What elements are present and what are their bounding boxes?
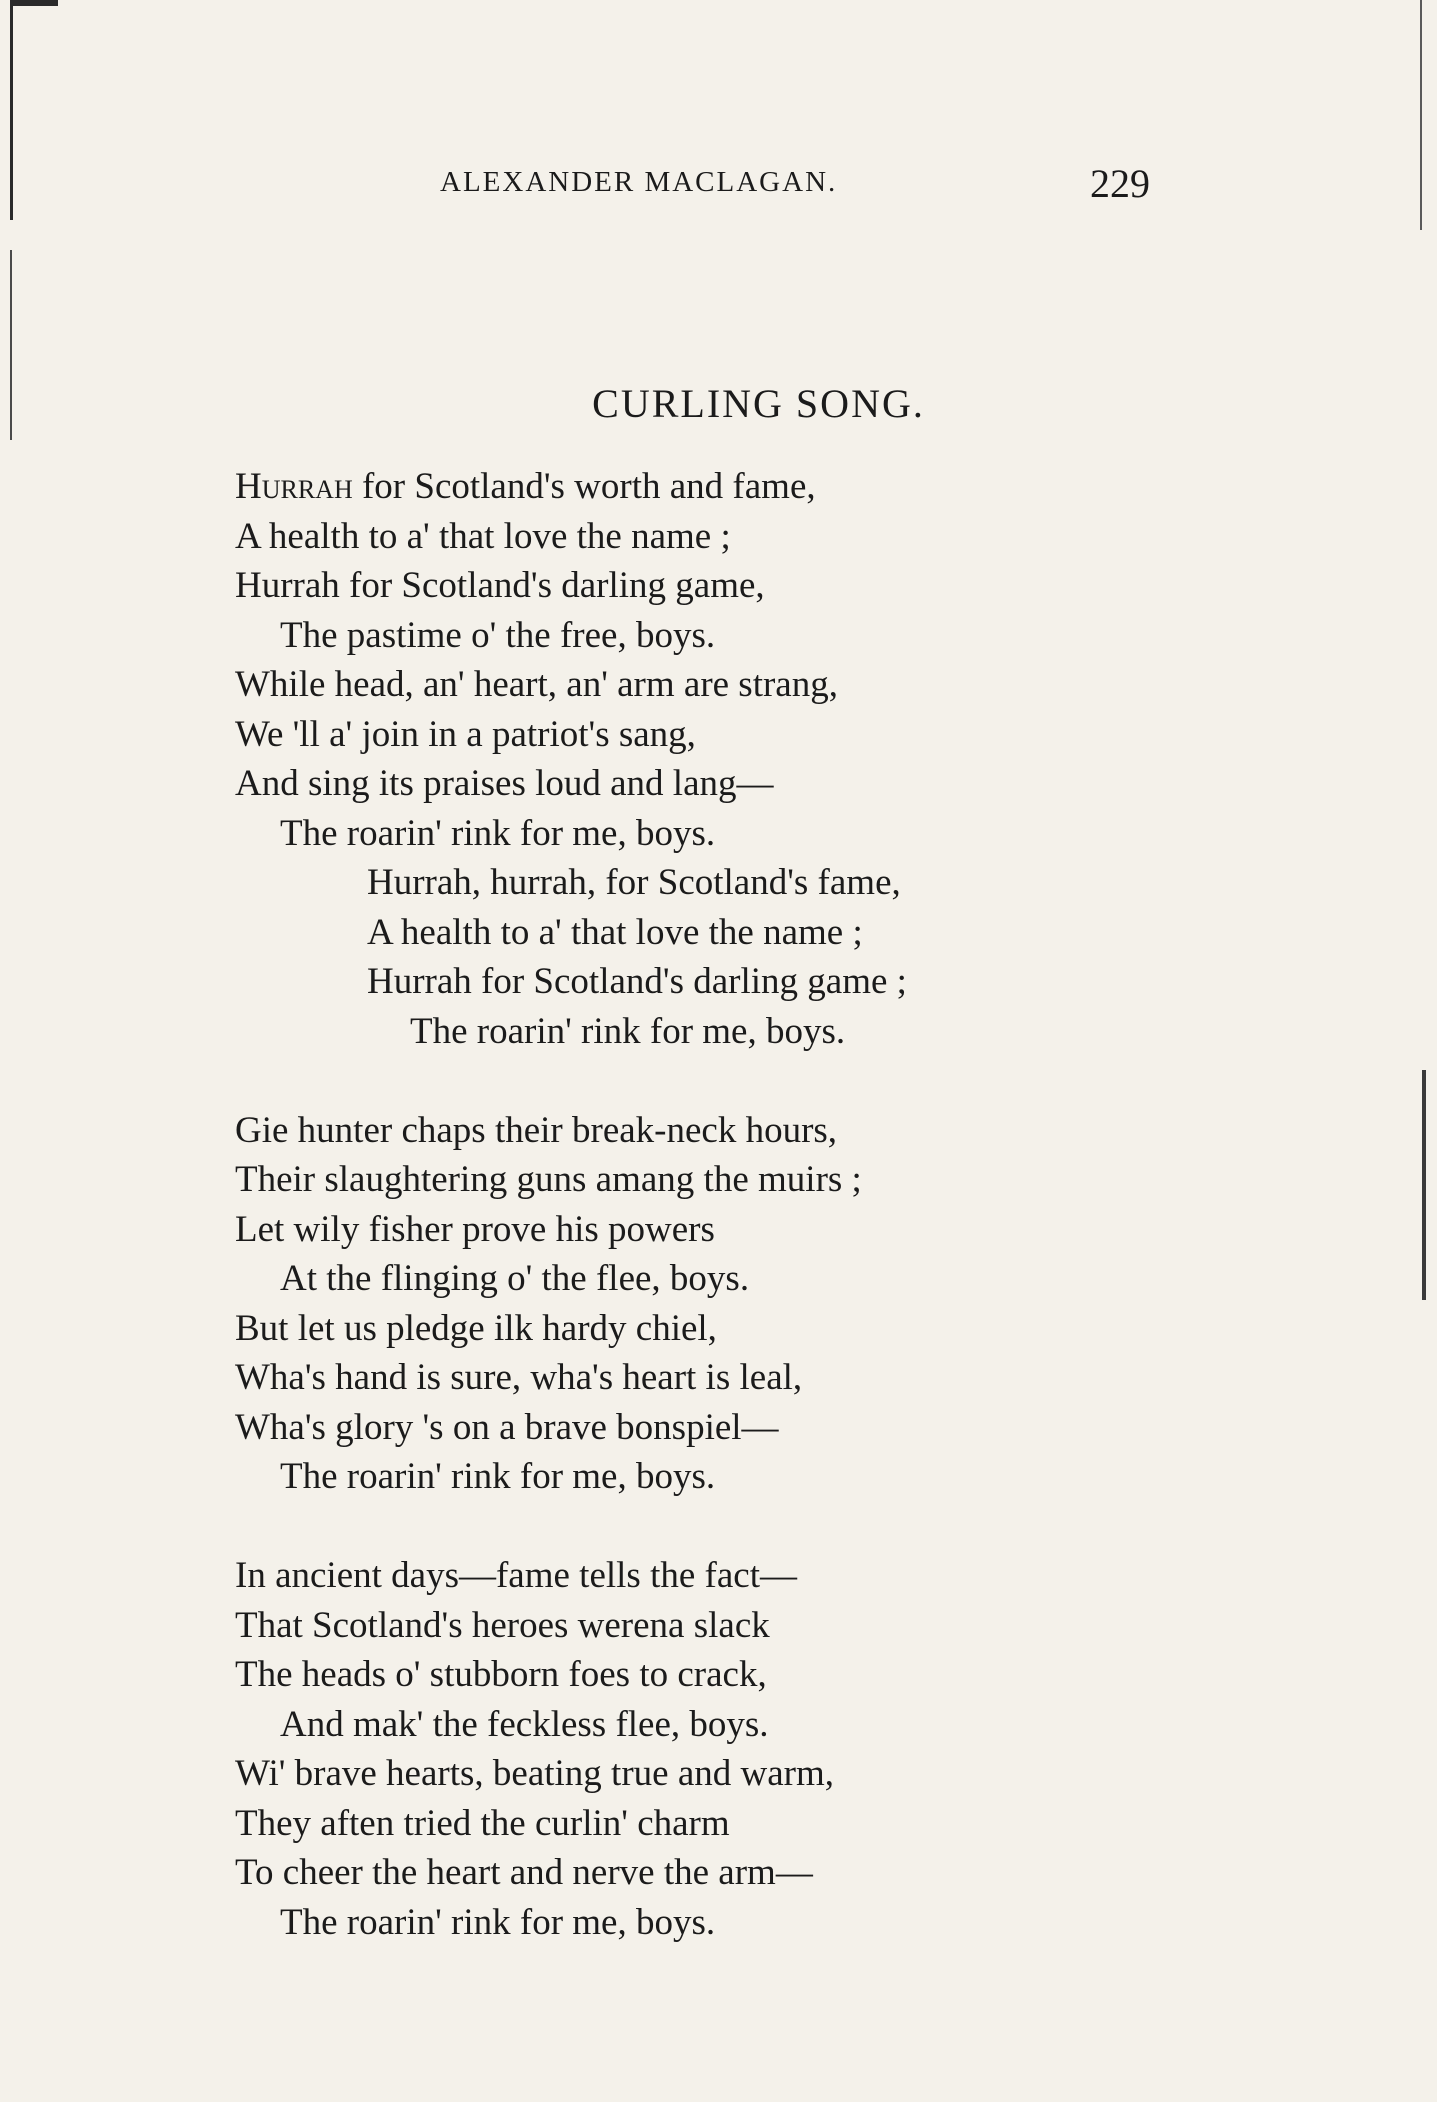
- poem-line: The roarin' rink for me, boys.: [280, 812, 716, 854]
- poem-line: Gie hunter chaps their break-neck hours,: [235, 1109, 838, 1151]
- poem-line: The heads o' stubborn foes to crack,: [235, 1654, 767, 1695]
- poem-line: And sing its praises loud and lang—: [235, 763, 774, 804]
- chorus-line: The roarin' rink for me, boys.: [410, 1010, 846, 1052]
- scan-edge-mark: [10, 0, 58, 6]
- poem-line: And mak' the feckless flee, boys.: [280, 1703, 769, 1745]
- poem-line: In ancient days—fame tells the fact—: [235, 1555, 797, 1596]
- poem-line: [235, 462, 1335, 512]
- poem-line: We 'll a' join in a patriot's sang,: [235, 713, 696, 755]
- poem-line: Wha's glory 's on a brave bonspiel—: [235, 1406, 779, 1448]
- poem-line: While head, an' heart, an' arm are strang,: [235, 664, 838, 705]
- scan-edge-mark: [10, 0, 13, 220]
- poem-line: Their slaughtering guns amang the muirs ;: [235, 1159, 862, 1200]
- running-head: ALEXANDER MACLAGAN.: [440, 166, 838, 198]
- scan-edge-mark: [1422, 1070, 1426, 1300]
- poem-line: A health to a' that love the name ;: [235, 515, 731, 557]
- poem-line: To cheer the heart and nerve the arm—: [235, 1852, 813, 1893]
- poem-line: That Scotland's heroes werena slack: [235, 1604, 770, 1646]
- poem-line-lead: Hurrah: [235, 466, 353, 507]
- chorus-line: Hurrah for Scotland's darling game ;: [367, 961, 907, 1002]
- chorus-line: A health to a' that love the name ;: [367, 911, 863, 953]
- stanza-gap: [235, 1502, 1335, 1552]
- poem-line: Let wily fisher prove his powers: [235, 1208, 715, 1250]
- poem-body: [235, 462, 1335, 1947]
- poem-line: But let us pledge ilk hardy chiel,: [235, 1307, 717, 1349]
- poem-line: Wha's hand is sure, wha's heart is leal,: [235, 1357, 803, 1398]
- poem-line: The roarin' rink for me, boys.: [280, 1901, 716, 1943]
- poem-line: The pastime o' the free, boys.: [280, 614, 716, 656]
- scan-edge-mark: [1420, 0, 1422, 230]
- poem-line: They aften tried the curlin' charm: [235, 1802, 730, 1844]
- page-number: 229: [1090, 161, 1150, 206]
- poem-line-rest: for Scotland's worth and fame,: [352, 466, 816, 507]
- poem-line: Hurrah for Scotland's darling game,: [235, 565, 765, 606]
- stanza-gap: [235, 1056, 1335, 1106]
- poem-line: The roarin' rink for me, boys.: [280, 1456, 716, 1497]
- poem-title: CURLING SONG.: [592, 381, 925, 426]
- poem-line: Wi' brave hearts, beating true and warm,: [235, 1753, 834, 1794]
- poem-line: At the flinging o' the flee, boys.: [280, 1258, 750, 1299]
- chorus-line: Hurrah, hurrah, for Scotland's fame,: [367, 862, 901, 903]
